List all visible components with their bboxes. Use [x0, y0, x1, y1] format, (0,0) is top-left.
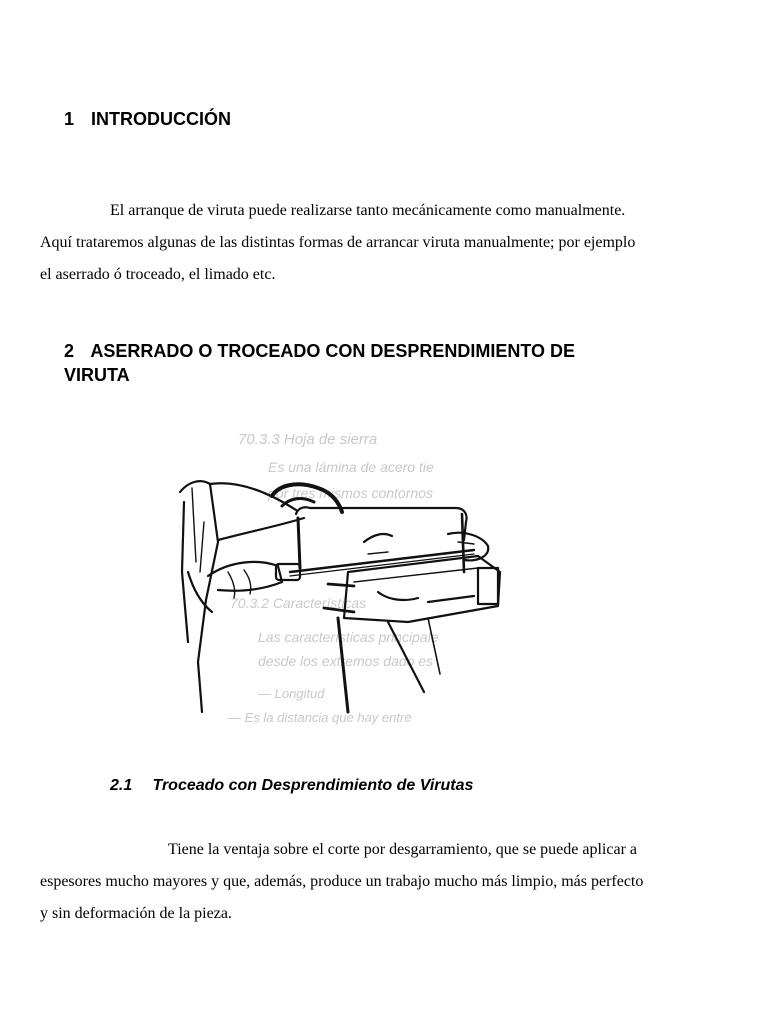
bleed-text: por tres mismos contornos — [268, 485, 433, 501]
section-2-title-line: VIRUTA — [64, 365, 130, 385]
paragraph-line: Tiene la ventaja sobre el corte por desgarramiento, que se puede aplicar a — [168, 841, 637, 858]
section-1-number: 1 — [64, 109, 75, 129]
bleed-text: 70.3.2 Características — [230, 595, 367, 611]
section-2-number: 2 — [64, 341, 75, 361]
paragraph-line: y sin deformación de la pieza. — [40, 905, 232, 922]
section-1-title: INTRODUCCIÓN — [91, 109, 232, 129]
section-2-heading — [64, 339, 575, 387]
bleed-text: Es una lámina de acero tie — [268, 459, 434, 475]
bleed-text: — Longitud — [258, 686, 325, 701]
bleed-text: Las características principale — [258, 629, 439, 645]
hacksaw-drawing — [178, 422, 508, 730]
section-1-paragraph — [40, 195, 730, 291]
section-2-title-line: ASERRADO O TROCEADO CON DESPRENDIMIENTO DE — [90, 341, 576, 361]
paragraph-line: El arranque de viruta puede realizarse tanto mecánicamente como manualmente. — [110, 202, 626, 219]
subsection-title: Troceado con Desprendimiento de Virutas — [152, 777, 474, 794]
bleed-text: desde los extremos dado es — [258, 653, 434, 669]
section-1-heading — [64, 107, 231, 131]
subsection-number: 2.1 — [110, 777, 133, 794]
subsection-2-1-heading — [110, 776, 473, 796]
paragraph-line: el aserrado ó troceado, el limado etc. — [40, 266, 276, 283]
hacksaw-illustration — [178, 422, 508, 730]
paragraph-line: Aquí trataremos algunas de las distintas formas de arrancar viruta manualmente; por ejemplo — [40, 234, 636, 251]
subsection-paragraph — [40, 834, 730, 930]
bleed-text: 70.3.3 Hoja de sierra — [238, 431, 378, 448]
bleed-text: — Es la distancia que hay entre — [228, 710, 412, 725]
paragraph-line: espesores mucho mayores y que, además, produce un trabajo mucho más limpio, más perfecto — [40, 873, 644, 890]
